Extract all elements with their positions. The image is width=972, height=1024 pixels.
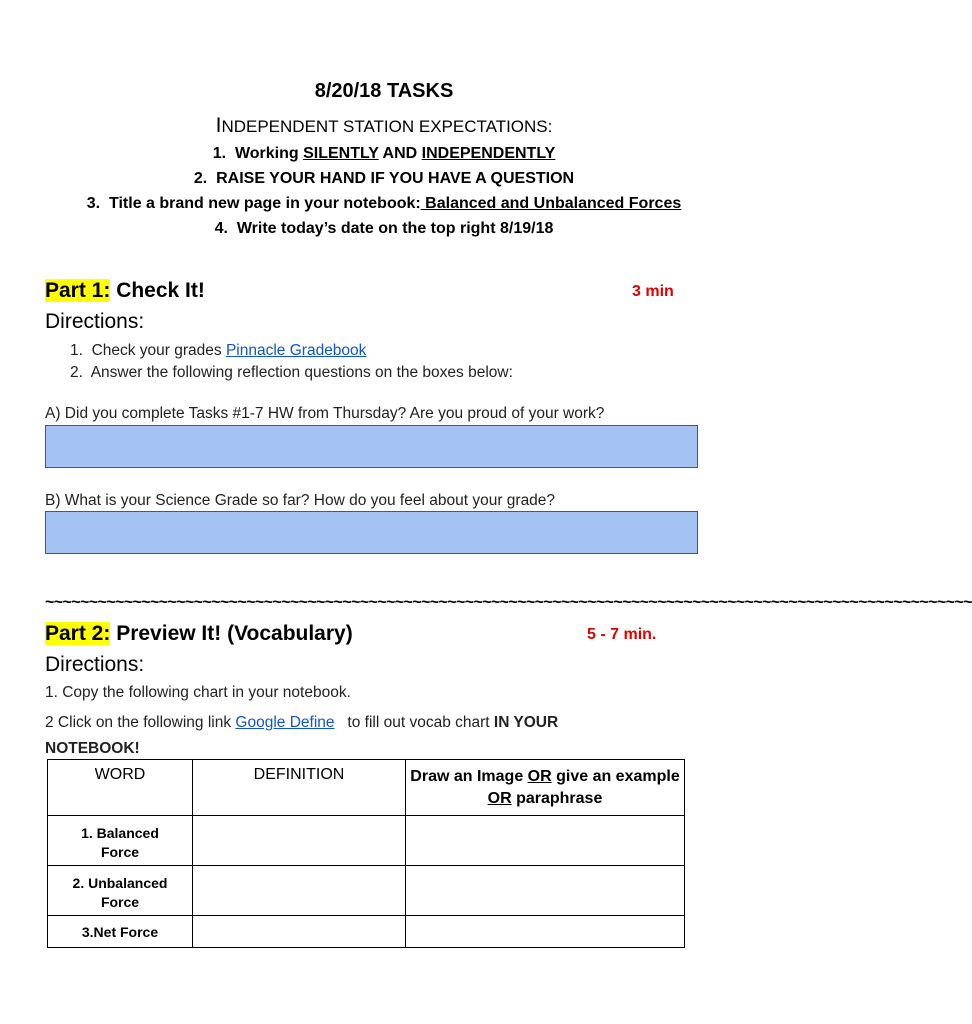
- part2-heading: [45, 622, 353, 646]
- table-row: [48, 866, 685, 916]
- definition-cell[interactable]: [193, 866, 406, 916]
- page-title: 8/20/18 TASKS: [314, 80, 454, 102]
- expectations-heading: [0, 114, 768, 138]
- section-divider: ~~~~~~~~~~~~~~~~~~~~~~~~~~~~~~~~~~~~~~~~~~~~~~~~~~~~~~~~~~~~~~~~~~~~~~~~~~~~~~~~~~~~~~~~~~~~~~~~~~~~~~~~~~: [45, 594, 972, 611]
- header-text: paraphrase: [511, 790, 603, 807]
- definition-cell[interactable]: [193, 816, 406, 866]
- header-definition: DEFINITION: [193, 760, 406, 816]
- part1-directions: Directions:: [45, 310, 145, 333]
- part2-step-2: [45, 710, 645, 762]
- expectation-number: 2.: [193, 170, 208, 187]
- step-text: Answer the following reflection questions on the boxes below:: [90, 364, 513, 381]
- expectation-text: AND: [378, 145, 422, 162]
- vocab-header-row: [48, 760, 685, 816]
- step-text: to fill out vocab chart: [334, 714, 494, 731]
- part1-label: Part 1:: [45, 279, 111, 302]
- header-image-example: [406, 760, 685, 816]
- expectation-text: RAISE YOUR HAND IF YOU HAVE A QUESTION: [216, 170, 575, 187]
- question-a: A) Did you complete Tasks #1-7 HW from Thursday? Are you proud of your work?: [45, 405, 605, 422]
- step-text: 2 Click on the following link: [45, 714, 236, 731]
- question-b: B) What is your Science Grade so far? How do you feel about your grade?: [45, 492, 556, 509]
- header-or: OR: [487, 790, 512, 807]
- expectation-3: [0, 195, 768, 213]
- expectation-4: [0, 220, 768, 238]
- image-cell[interactable]: [406, 916, 685, 948]
- definition-cell[interactable]: [193, 916, 406, 948]
- expectation-1: [0, 145, 768, 163]
- part2-step-1: 1. Copy the following chart in your notebook.: [45, 684, 351, 701]
- expectation-number: 3.: [86, 195, 101, 212]
- table-row: [48, 816, 685, 866]
- header-word: WORD: [48, 760, 193, 816]
- vocab-word: 3.Net Force: [48, 916, 193, 948]
- expectation-number: 1.: [212, 145, 227, 162]
- part1-step-2: [70, 364, 513, 382]
- expectation-2: [0, 170, 768, 188]
- step-number: 1.: [70, 342, 83, 359]
- expectation-underlined: Balanced and Unbalanced Forces: [420, 195, 682, 212]
- answer-box-b[interactable]: [45, 511, 698, 554]
- header-or: OR: [527, 768, 552, 785]
- table-row: [48, 916, 685, 948]
- part1-heading: [45, 279, 205, 303]
- header-text: give an example: [551, 768, 680, 785]
- vocab-word: 2. Unbalanced Force: [48, 866, 193, 916]
- image-cell[interactable]: [406, 816, 685, 866]
- expectations-heading-rest: NDEPENDENT STATION EXPECTATIONS:: [221, 117, 553, 136]
- part1-title: Check It!: [110, 279, 205, 302]
- header-text: Draw an Image: [410, 768, 528, 785]
- expectation-number: 4.: [214, 220, 228, 237]
- part1-time: 3 min: [632, 283, 674, 300]
- expectation-text: Working: [234, 145, 304, 162]
- answer-box-a[interactable]: [45, 425, 698, 468]
- part2-title: Preview It! (Vocabulary): [110, 622, 353, 645]
- part2-time: 5 - 7 min.: [587, 626, 657, 643]
- vocab-word: 1. Balanced Force: [48, 816, 193, 866]
- expectation-underlined: SILENTLY: [303, 145, 379, 162]
- step-emphasis: IN YOUR NOTEBOOK!: [45, 714, 559, 757]
- part2-directions: Directions:: [45, 653, 145, 676]
- expectation-text: Title a brand new page in your notebook:: [108, 195, 421, 212]
- vocab-table: [47, 759, 685, 948]
- image-cell[interactable]: [406, 866, 685, 916]
- google-define-link[interactable]: Google Define: [235, 714, 335, 731]
- expectation-underlined: INDEPENDENTLY: [421, 145, 556, 162]
- expectation-text: Write today’s date on the top right 8/19/18: [236, 220, 554, 237]
- part2-label: Part 2:: [45, 622, 111, 645]
- part1-step-1: [70, 342, 366, 360]
- expectations-heading-initial: I: [215, 114, 222, 137]
- step-number: 2.: [70, 364, 83, 381]
- step-text: Check your grades: [91, 342, 226, 359]
- pinnacle-gradebook-link[interactable]: Pinnacle Gradebook: [225, 342, 367, 359]
